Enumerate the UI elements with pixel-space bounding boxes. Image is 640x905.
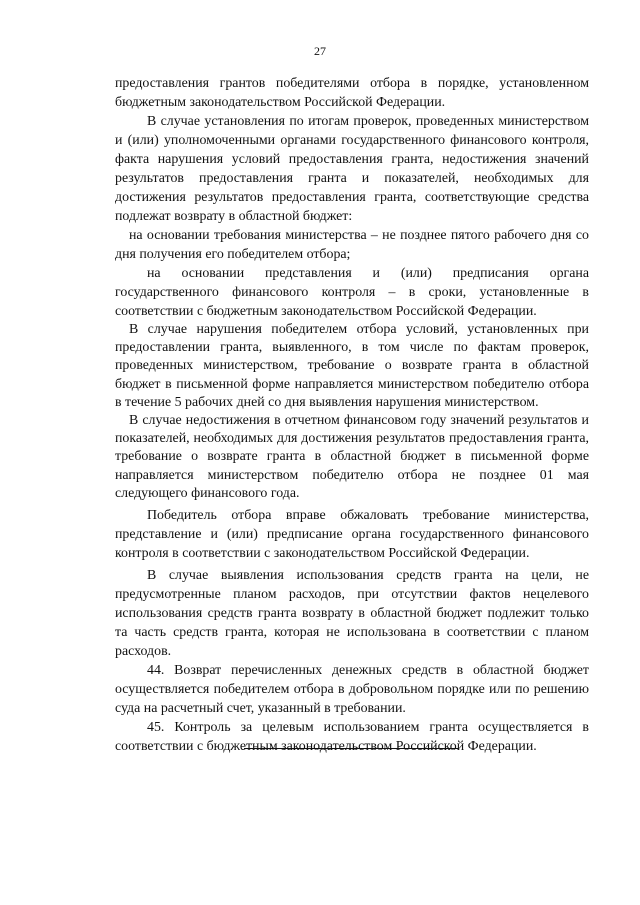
paragraph-unused-funds: В случае выявления использования средств гранта на цели, не предусмотренные планом расходов, при отсутствии фактов нецелевого использования средств гранта возврату в областной бюджет подлежит только та часть средств гранта, которая не использована в соответствии с планом расходов.	[115, 568, 589, 660]
paragraph-non-achievement: В случае недостижения в отчетном финансовом году значений результатов и показателей, необходимых для достижения результатов предоставления гранта, требование о возврате гранта в областной бюджет в письменной форме направляется министерством победителю отбора не позднее 01 мая следующего финансового года.	[115, 413, 589, 501]
paragraph-continuation: предоставления грантов победителями отбора в порядке, установленном бюджетным законодательством Российской Федерации.	[115, 76, 589, 110]
end-divider-line	[244, 748, 458, 749]
paragraph-violation-requirement: В случае нарушения победителем отбора условий, установленных при предоставлении гранта, выявленного, в том числе по фактам проверок, проведенных министерством, требование о возврате гранта в областной бюджет в письменной форме направляется министерством победителю отбора в течение 5 рабочих дней со дня выявления нарушения министерством.	[115, 322, 589, 410]
paragraph-return-conditions: В случае установления по итогам проверок, проведенных министерством и (или) уполномоченными органами государственного финансового контроля, факта нарушения условий предоставления гранта, недостижения значений результатов предоставления гранта и показателей, необходимых для достижения результатов предоставления гранта, соответствующие средства подлежат возврату в областной бюджет:	[115, 114, 589, 224]
paragraph-44-return: 44. Возврат перечисленных денежных средств в областной бюджет осуществляется победителем отбора в добровольном порядке или по решению суда на расчетный счет, указанный в требовании.	[115, 663, 589, 717]
paragraph-control-body-order: на основании представления и (или) предписания органа государственного финансового контроля – в сроки, установленные в соответствии с бюджетным законодательством Российской Федерации.	[115, 266, 589, 319]
paragraph-appeal-right: Победитель отбора вправе обжаловать требование министерства, представление и (или) предписание органа государственного финансового контроля в соответствии с законодательством Российской Федерации.	[115, 508, 589, 562]
page-number: 27	[314, 44, 326, 58]
paragraph-45-control: 45. Контроль за целевым использованием гранта осуществляется в соответствии с бюджетным законодательством Российской Федерации.	[115, 720, 589, 755]
paragraph-ministry-requirement: на основании требования министерства – не позднее пятого рабочего дня со дня получения его победителем отбора;	[115, 228, 589, 262]
document-body	[115, 74, 589, 756]
